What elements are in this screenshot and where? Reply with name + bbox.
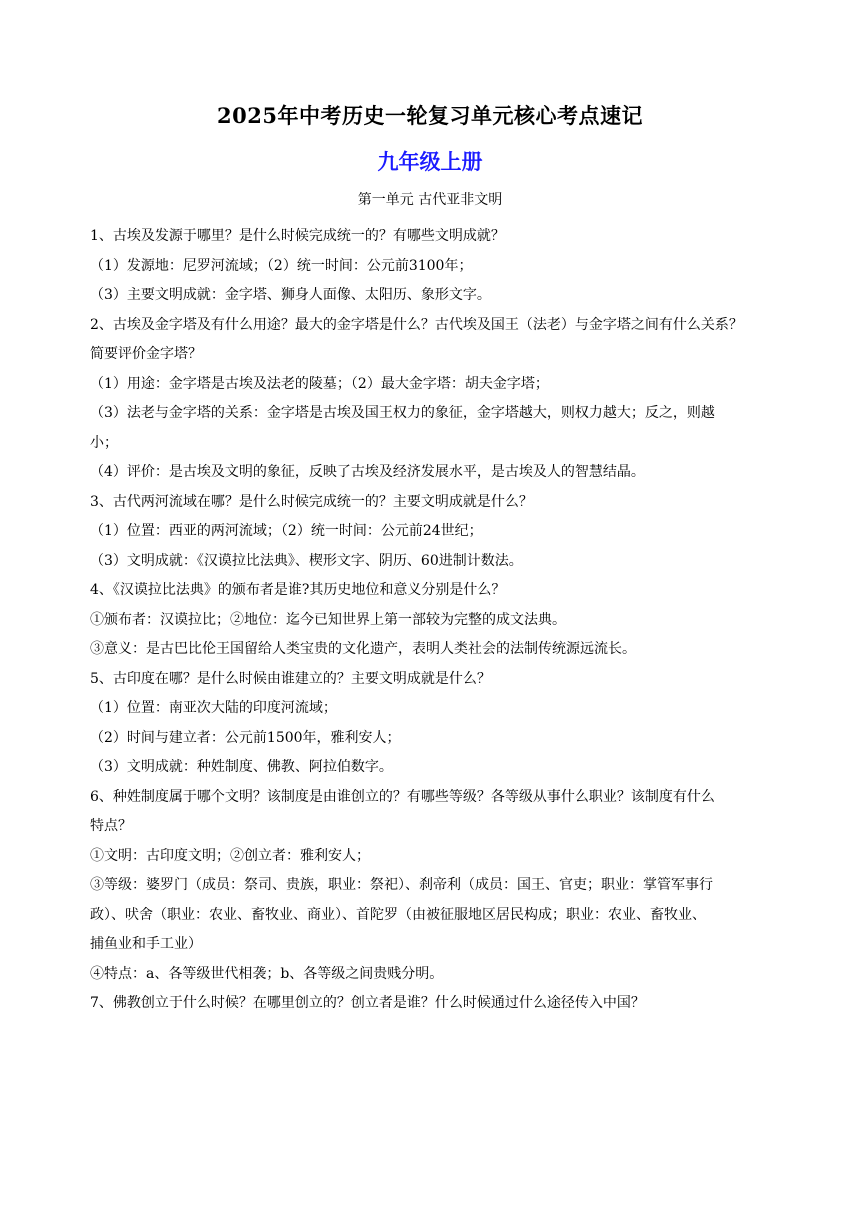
- text-line: 3、古代两河流域在哪？是什么时候完成统一的？主要文明成就是什么？: [90, 493, 533, 510]
- page-title: 2025年中考历史一轮复习单元核心考点速记: [217, 103, 643, 128]
- text-line: 小；: [90, 434, 118, 451]
- text-line: 7、佛教创立于什么时候？在哪里创立的？创立者是谁？什么时候通过什么途径传入中国？: [90, 995, 645, 1011]
- document-body: [90, 222, 772, 1019]
- text-line: 捕鱼业和手工业）: [90, 936, 202, 952]
- text-line: 简要评价金字塔？: [90, 346, 202, 362]
- text-line: 特点？: [90, 818, 132, 834]
- text-line: ④特点：a、各等级世代相袭；b、各等级之间贵贱分明。: [90, 965, 444, 982]
- text-line: （1）发源地：尼罗河流域；（2）统一时间：公元前3100年；: [90, 257, 473, 274]
- text-line: ①文明：古印度文明；②创立者：雅利安人；: [90, 847, 370, 864]
- unit-title: 第一单元 古代亚非文明: [357, 192, 503, 208]
- text-line: （3）主要文明成就：金字塔、狮身人面像、太阳历、象形文字。: [90, 287, 491, 303]
- text-line: ①颁布者：汉谟拉比；②地位：迄今已知世界上第一部较为完整的成文法典。: [90, 611, 566, 628]
- text-line: （4）评价：是古埃及文明的象征，反映了古埃及经济发展水平，是古埃及人的智慧结晶。: [90, 464, 645, 480]
- text-line: 1、古埃及发源于哪里？是什么时候完成统一的？有哪些文明成就？: [90, 228, 505, 244]
- text-line: ③意义：是古巴比伦王国留给人类宝贵的文化遗产，表明人类社会的法制传统源远流长。: [90, 641, 636, 657]
- text-line: 2、古埃及金字塔及有什么用途？最大的金字塔是什么？古代埃及国王（法老）与金字塔之间有什么关系？: [90, 316, 743, 333]
- text-line: 6、种姓制度属于哪个文明？该制度是由谁创立的？有哪些等级？各等级从事什么职业？该制度有什么: [90, 788, 715, 805]
- text-line: 5、古印度在哪？是什么时候由谁建立的？主要文明成就是什么？: [90, 670, 491, 687]
- text-line: （3）法老与金字塔的关系：金字塔是古埃及国王权力的象征，金字塔越大，则权力越大；反之，则越: [90, 405, 715, 421]
- text-line: （2）时间与建立者：公元前1500年，雅利安人；: [90, 729, 401, 746]
- text-line: ③等级：婆罗门（成员：祭司、贵族，职业：祭祀）、刹帝利（成员：国王、官吏；职业：掌管军事行: [90, 877, 713, 893]
- text-line: （3）文明成就：《汉谟拉比法典》、楔形文字、阴历、60进制计数法。: [90, 552, 523, 569]
- text-line: 4、《汉谟拉比法典》的颁布者是谁?其历史地位和意义分别是什么？: [90, 582, 506, 598]
- text-line: （1）用途：金字塔是古埃及法老的陵墓；（2）最大金字塔：胡夫金字塔；: [90, 375, 549, 392]
- page-subtitle: 九年级上册: [377, 150, 483, 174]
- text-line: （1）位置：南亚次大陆的印度河流域；: [90, 700, 337, 716]
- text-line: 政）、吠舍（职业：农业、畜牧业、商业）、首陀罗（由被征服地区居民构成；职业：农业、畜牧业、: [90, 906, 706, 923]
- text-line: （1）位置：西亚的两河流域；（2）统一时间：公元前24世纪；: [90, 523, 483, 539]
- text-line: （3）文明成就：种姓制度、佛教、阿拉伯数字。: [90, 759, 393, 775]
